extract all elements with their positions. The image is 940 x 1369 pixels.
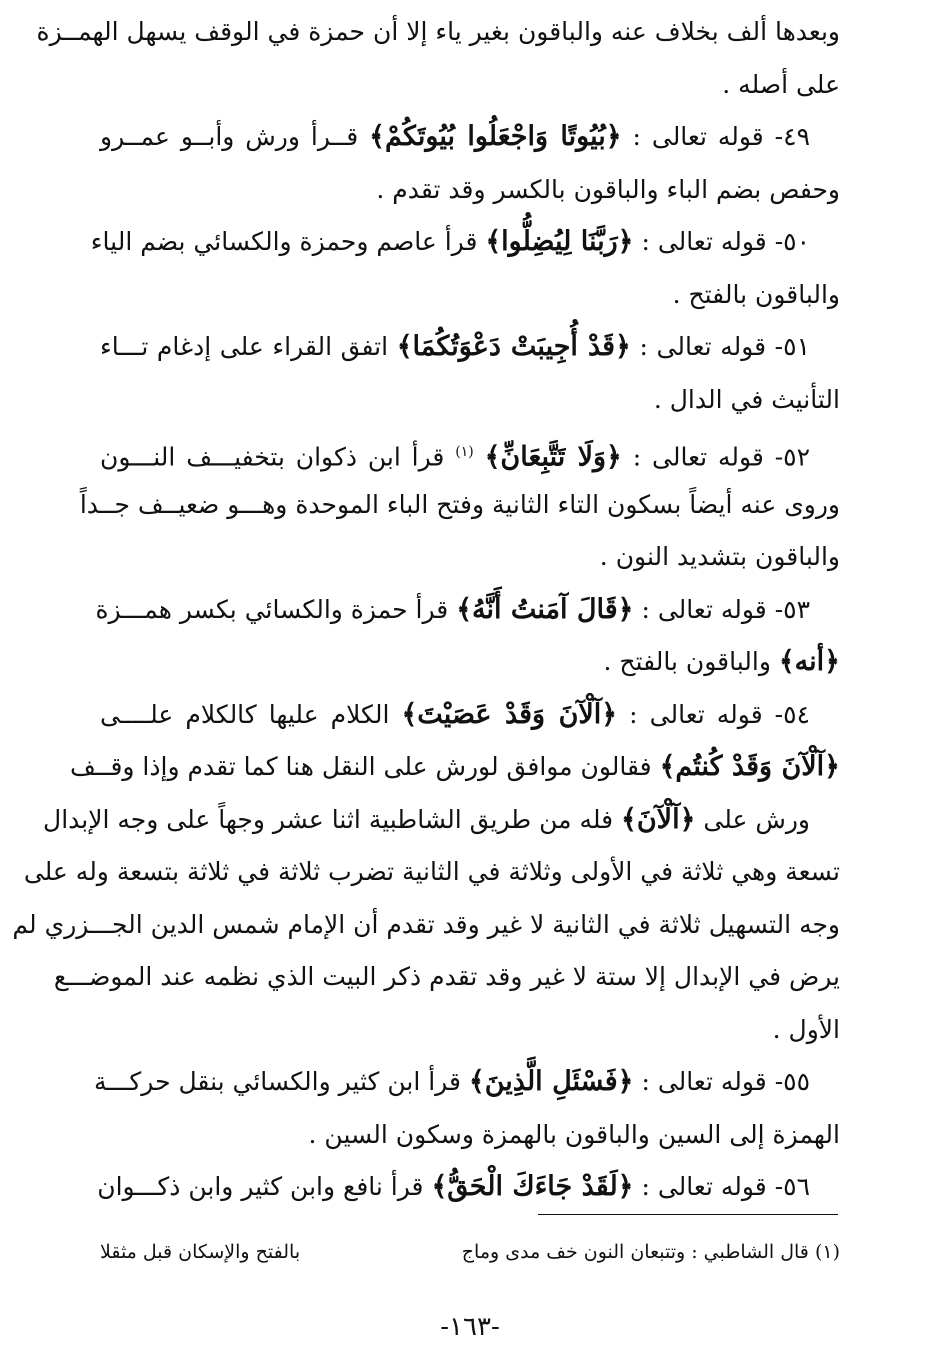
item-label: ٥٥- قوله تعالى :: [641, 1067, 810, 1096]
line-text: الأول .: [772, 1014, 840, 1044]
line-text: قرأ عاصم وحمزة والكسائي بضم الياء: [90, 227, 478, 256]
line-text: الهمزة إلى السين والباقون بالهمزة وسكون السين .: [308, 1119, 840, 1149]
text-line: [100, 374, 840, 427]
footnote-first-half: قال الشاطبي : وتتبعان النون خف مدى وماج: [461, 1241, 809, 1263]
text-line: [100, 1109, 840, 1162]
line-text: وجه التسهيل ثلاثة في الثانية لا غير وقد تقدم أن الإمام شمس الدين الجـــزري لم: [12, 909, 840, 939]
text-line: [97, 1161, 840, 1214]
item-label: ٥١- قوله تعالى :: [639, 332, 810, 361]
line-text: والباقون بالفتح .: [672, 279, 840, 309]
line-text: يرض في الإبدال إلا ستة لا غير وقد تقدم ذكر البيت الذي نظمه عند الموضـــع: [53, 962, 840, 991]
text-line: [100, 164, 840, 217]
text-line: [100, 111, 840, 164]
line-text: قرأ ابن ذكوان بتخفيـــف النـــون: [100, 442, 445, 472]
line-text: التأنيث في الدال .: [653, 384, 840, 414]
item-label: ٤٩- قوله تعالى :: [632, 122, 810, 151]
text-line: [43, 794, 840, 847]
text-line: [79, 479, 840, 532]
body-text: [12, 6, 840, 1214]
quran-verse: ﴿قَالَ آمَنتُ أَنَّهُ﴾: [456, 593, 634, 625]
text-line: [100, 689, 840, 742]
line-text: قــرأ ورش وأبــو عمــرو: [100, 122, 359, 151]
line-text: اتفق القراء على إدغام تـــاء: [100, 332, 389, 361]
line-text: وروى عنه أيضاً بسكون التاء الثانية وفتح الباء الموحدة وهـــو ضعيــف جــداً: [79, 489, 840, 519]
line-text: وبعدها ألف بخلاف عنه والباقون بغير ياء إلا أن حمزة في الوقف يسهل الهمــزة: [36, 17, 840, 46]
line-text: قرأ نافع وابن كثير وابن ذكـــوان: [97, 1172, 424, 1201]
text-line: [100, 531, 840, 584]
text-line: [100, 321, 840, 374]
text-line: [95, 584, 840, 637]
quran-verse: ﴿آلْآنَ وَقَدْ كُنتُم﴾: [659, 751, 840, 782]
footnote-separator: [538, 1214, 838, 1215]
line-text: وحفص بضم الباء والباقون بالكسر وقد تقدم .: [376, 174, 840, 204]
text-line: [100, 636, 840, 689]
text-line: [12, 899, 840, 952]
quran-verse: ﴿آلْآنَ وَقَدْ عَصَيْتَ﴾: [401, 698, 618, 730]
line-text: فله من طريق الشاطبية اثنا عشر وجهاً على وجه الإبدال: [43, 804, 614, 834]
page-number: -١٦٣-: [440, 1312, 500, 1342]
item-label: ٥٢- قوله تعالى :: [632, 442, 811, 472]
item-label: ٥٠- قوله تعالى :: [641, 227, 810, 256]
line-text: الكلام عليها كالكلام علــــى: [100, 699, 390, 729]
quran-verse: ﴿رَبَّنَا لِيُضِلُّوا﴾: [485, 226, 634, 257]
line-text: تسعة وهي ثلاثة في الأولى وثلاثة في الثانية تضرب ثلاثة في ثلاثة بتسعة وله على: [23, 857, 840, 886]
text-line: [36, 6, 840, 59]
item-label: ورش على: [703, 804, 810, 834]
text-line: [100, 1004, 840, 1057]
footnote-reference: (١): [455, 444, 474, 460]
line-text: والباقون بالفتح .: [603, 647, 771, 676]
line-text: على أصله .: [722, 69, 840, 99]
line-text: قرأ ابن كثير والكسائي بنقل حركـــة: [94, 1067, 461, 1096]
footnote-marker: (١): [814, 1241, 840, 1263]
quran-verse: ﴿بُيُوتًا وَاجْعَلُوا بُيُوتَكُمْ﴾: [369, 121, 622, 152]
item-label: ٥٤- قوله تعالى :: [629, 699, 810, 729]
quran-verse: ﴿آلْآنَ﴾: [621, 803, 696, 835]
text-line: [100, 426, 840, 479]
quran-verse: ﴿فَسْئَلِ الَّذِينَ﴾: [468, 1066, 634, 1097]
quran-verse: ﴿أنه﴾: [778, 646, 840, 677]
quran-verse: ﴿لَقَدْ جَاءَكَ الْحَقُّ﴾: [431, 1171, 634, 1202]
item-label: ٥٣- قوله تعالى :: [641, 594, 810, 624]
line-text: فقالون موافق لورش على النقل هنا كما تقدم وإذا وقــف: [69, 752, 652, 781]
text-line: [69, 741, 840, 794]
line-text: والباقون بتشديد النون .: [599, 542, 840, 571]
text-line: [90, 216, 840, 269]
text-line: [94, 1056, 840, 1109]
text-line: [53, 951, 840, 1004]
text-line: [100, 59, 840, 112]
quran-verse: ﴿وَلَا تَتَّبِعَانِّ﴾: [484, 441, 622, 473]
item-label: ٥٦- قوله تعالى :: [641, 1172, 810, 1201]
line-text: قرأ حمزة والكسائي بكسر همـــزة: [95, 594, 449, 624]
footnote-second-half: بالفتح والإسكان قبل مثقلا: [100, 1241, 301, 1263]
text-line: [100, 269, 840, 322]
quran-verse: ﴿قَدْ أُجِيبَتْ دَعْوَتُكُمَا﴾: [396, 331, 631, 362]
text-line: [23, 846, 840, 899]
